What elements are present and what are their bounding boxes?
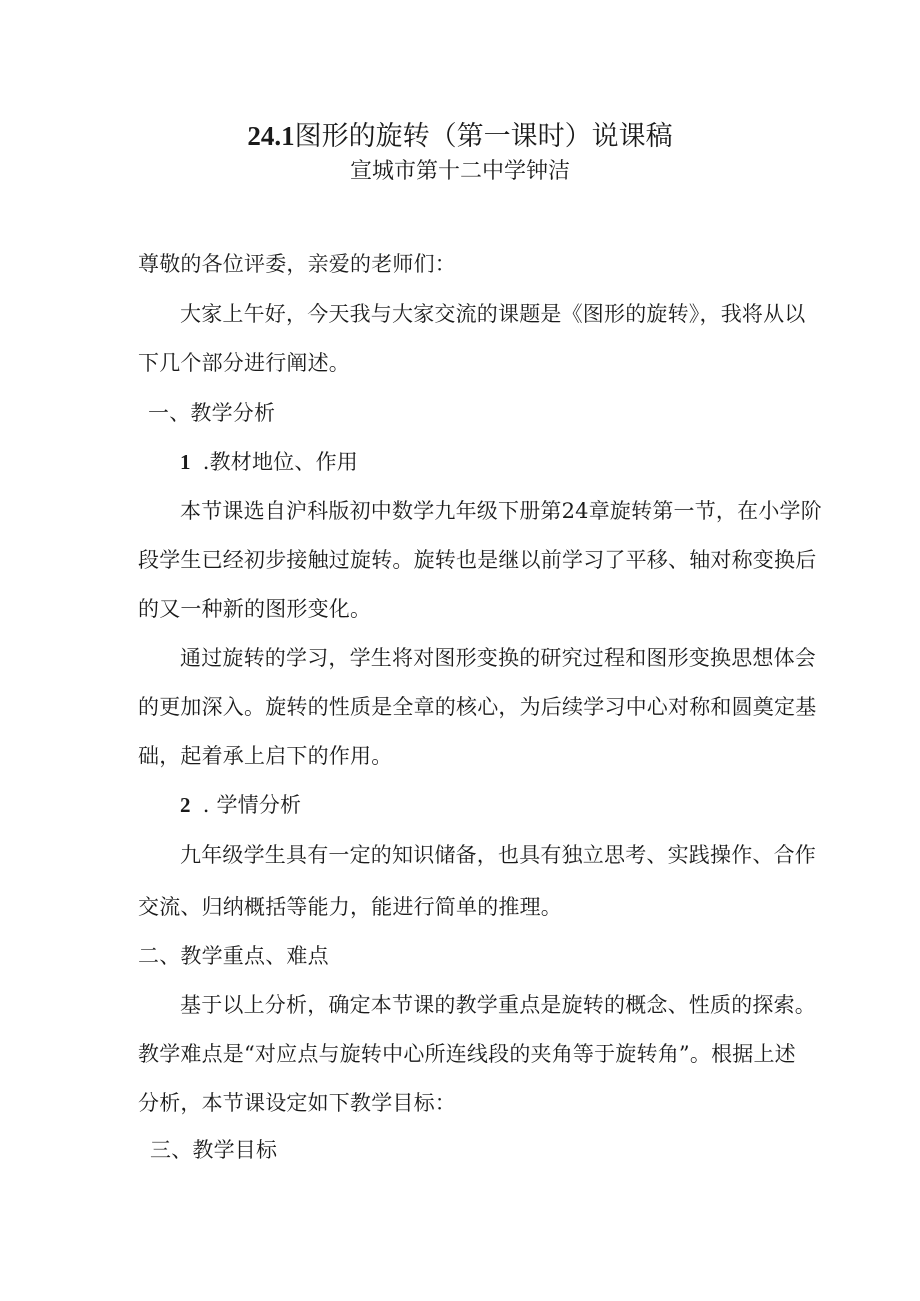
paragraph-1-line-3: 的又一种新的图形变化。	[138, 597, 372, 621]
paragraph-2-line-1: 通过旋转的学习，学生将对图形变换的研究过程和图形变换思想体会	[180, 646, 816, 670]
subheading-1	[180, 448, 358, 476]
paragraph-4-line-2: 教学难点是“对应点与旋转中心所连线段的夹角等于旋转角”。根据上述	[138, 1042, 796, 1066]
paragraph-1-line-1: 本节课选自沪科版初中数学九年级下册第24章旋转第一节，在小学阶	[180, 499, 822, 523]
document-subtitle: 宣城市第十二中学钟洁	[349, 159, 570, 184]
subheading-1-text: .教材地位、作用	[202, 450, 358, 474]
intro-line-1: 大家上午好，今天我与大家交流的课题是《图形的旋转》，我将从以	[180, 302, 806, 326]
title-number: 24.1	[247, 121, 295, 151]
section-heading-1: 一、教学分析	[148, 401, 276, 425]
subheading-2	[180, 791, 301, 819]
paragraph-4-line-1: 基于以上分析，确定本节课的教学重点是旋转的概念、性质的探索。	[180, 993, 816, 1017]
paragraph-1-line-2: 段学生已经初步接触过旋转。旋转也是继以前学习了平移、轴对称变换后	[138, 548, 817, 572]
paragraph-3-line-1: 九年级学生具有一定的知识储备，也具有独立思考、实践操作、合作	[180, 843, 816, 867]
section-heading-3: 三、教学目标	[150, 1138, 278, 1162]
subheading-2-number: 2	[180, 793, 191, 817]
section-heading-2: 二、教学重点、难点	[138, 944, 329, 968]
paragraph-3-line-2: 交流、归纳概括等能力，能进行简单的推理。	[138, 895, 562, 919]
paragraph-2-line-3: 础，起着承上启下的作用。	[138, 744, 393, 768]
paragraph-2-line-2: 的更加深入。旋转的性质是全章的核心，为后续学习中心对称和圆奠定基	[138, 695, 817, 719]
title-text: 图形的旋转（第一课时）说课稿	[294, 121, 673, 152]
document-title	[0, 118, 920, 155]
subheading-2-text: . 学情分析	[202, 793, 302, 817]
paragraph-4-line-3: 分析，本节课设定如下教学目标：	[138, 1091, 456, 1115]
subheading-1-number: 1	[180, 450, 191, 474]
intro-line-2: 下几个部分进行阐述。	[138, 351, 350, 375]
greeting: 尊敬的各位评委，亲爱的老师们：	[138, 252, 456, 276]
